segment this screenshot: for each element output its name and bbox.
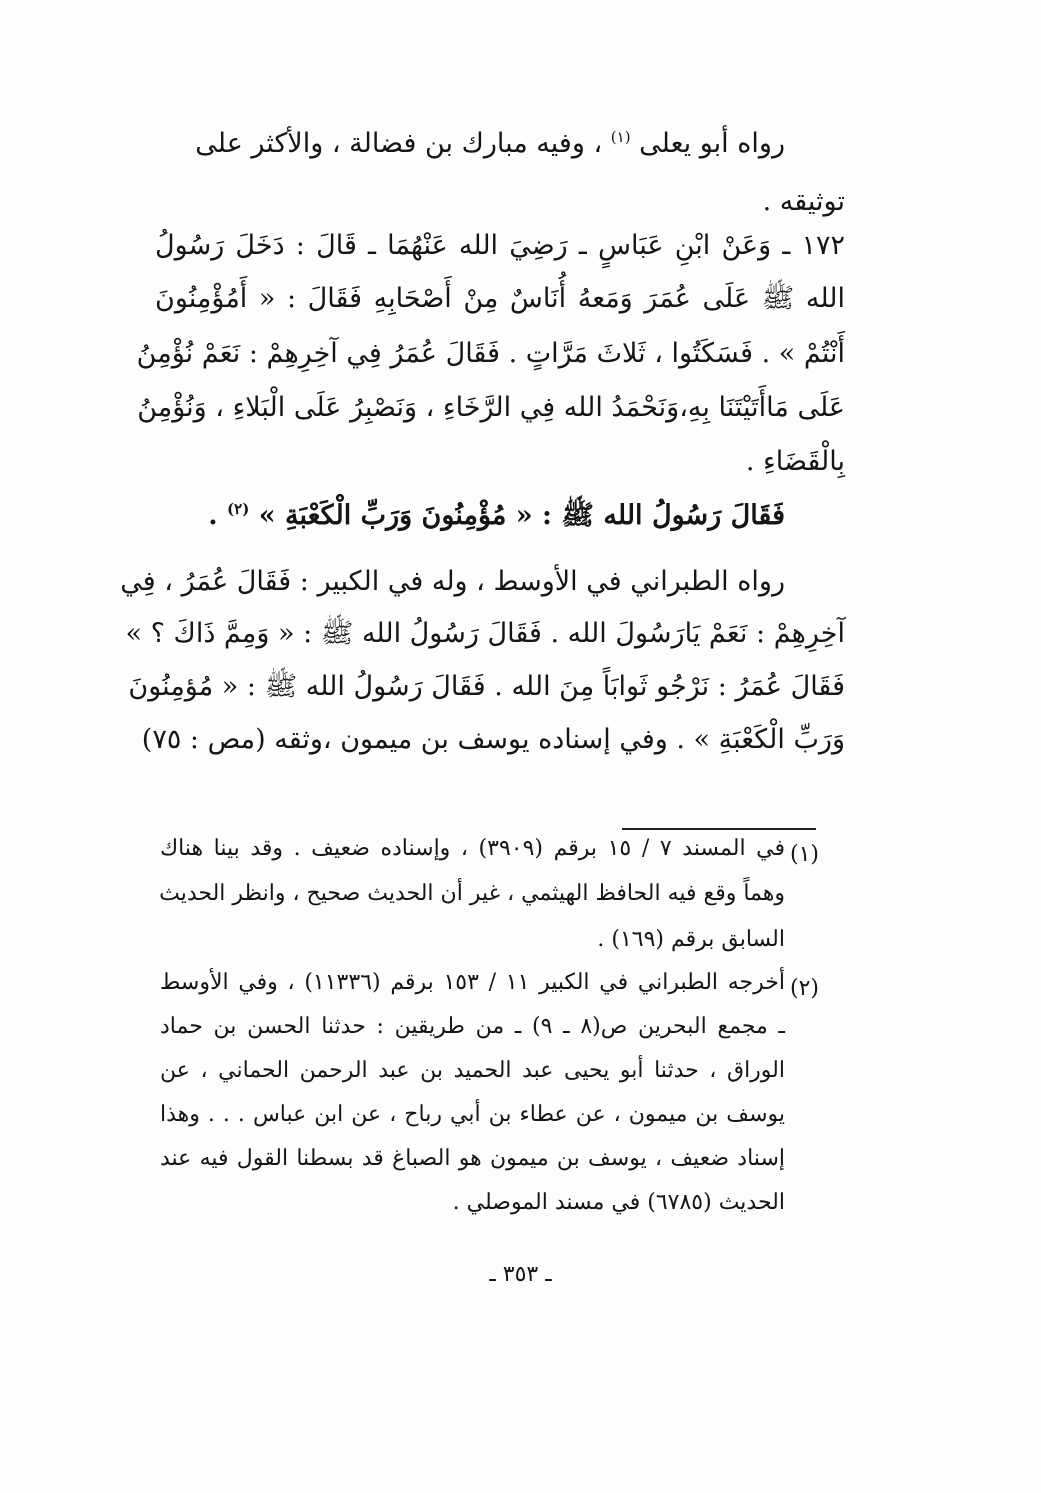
paragraph-1: [155, 130, 845, 220]
prophet-saying: [155, 502, 845, 542]
paragraph-2: [120, 566, 845, 768]
paragraph-1-line-2: توثيقه .: [762, 186, 845, 217]
footnote-1-line-1: في المسند ٧ / ١٥ برقم (٣٩٠٩) ، وإسناده ضعيف . وقد بينا هناك: [160, 836, 786, 861]
footnote-1-line-2: وهماً وقع فيه الحافظ الهيثمي ، غير أن الحديث صحيح ، وانظر الحديث: [159, 881, 785, 906]
footnote-2-line-1: أخرجه الطبراني في الكبير ١١ / ١٥٣ برقم (١١٣٣٦) ، وفي الأوسط: [160, 970, 785, 995]
hadith-line-5: بِالْقَضَاءِ .: [745, 446, 845, 477]
text-segment: ، وفيه مبارك بن فضالة ، والأكثر على: [195, 128, 603, 159]
page-number: ـ ٣٥٣ ـ: [489, 1262, 552, 1287]
hadith-line-4: عَلَى مَاأَتَيْتَنَا بِهِ،وَنَحْمَدُ الله فِي الرَّخَاءِ ، وَنَصْبِرُ عَلَى الْبَلاءِ ، وَنُؤْمِنُ: [137, 392, 845, 423]
footnote-2-line-6: الحديث (٦٧٨٥) في مسند الموصلي .: [452, 1190, 785, 1215]
saying-text: فَقَالَ رَسُولُ الله ﷺ : « مُؤْمِنُونَ وَرَبِّ الْكَعْبَةِ »: [258, 500, 785, 531]
footnote-2-line-3: الوراق ، حدثنا أبو يحيى عبد الحميد بن عبد الرحمن الحماني ، عن: [160, 1058, 785, 1083]
footnote-1: [160, 838, 785, 958]
footnote-2: [160, 972, 785, 1222]
hadith-line-2: الله ﷺ عَلَى عُمَرَ وَمَعهُ أُنَاسٌ مِنْ أَصْحَابِهِ فَقَالَ : « أَمُؤْمِنُونَ: [155, 283, 845, 314]
footnote-2-line-4: يوسف بن ميمون ، عن عطاء بن أبي رباح ، عن ابن عباس . . . وهذا: [160, 1102, 785, 1127]
paragraph-2-line-3: فَقَالَ عُمَرُ : نَرْجُو ثَوابَاً مِنَ الله . فَقَالَ رَسُولُ الله ﷺ : « مُؤمِنُونَ: [128, 671, 845, 702]
footnote-ref-1[interactable]: (١): [610, 128, 631, 146]
footnote-1-number: (١): [790, 842, 820, 867]
paragraph-1-line-1: [155, 130, 785, 157]
saying-line: [155, 502, 785, 529]
hadith-line-3: أَنْتُمْ » . فَسَكَتُوا ، ثَلاثَ مَرَّاتٍ . فَقَالَ عُمَرُ فِي آخِرِهِمْ : نَعَمْ نُؤْمِنُ: [136, 338, 845, 369]
footnote-separator: [622, 828, 816, 830]
text-segment: رواه أبو يعلى: [639, 128, 785, 159]
paragraph-2-line-2: آخِرِهِمْ : نَعَمْ يَارَسُولَ الله . فَقَالَ رَسُولُ الله ﷺ : « وَمِمَّ ذَاكَ ؟ »: [125, 618, 845, 649]
paragraph-2-line-1: رواه الطبراني في الأوسط ، وله في الكبير : فَقَالَ عُمَرُ ، فِي: [120, 566, 785, 597]
paragraph-2-line-4: وَرَبِّ الْكَعْبَةِ » . وفي إسناده يوسف بن ميمون ،وثقه (مص : ٧٥): [141, 724, 845, 755]
footnote-2-line-5: إسناد ضعيف ، يوسف بن ميمون هو الصباغ قد بسطنا القول فيه عند: [160, 1146, 785, 1171]
footnote-2-line-2: ـ مجمع البحرين ص(٨ ـ ٩) ـ من طريقين : حدثنا الحسن بن حماد: [160, 1014, 785, 1039]
hadith-text: [136, 230, 845, 482]
footnote-1-line-3: السابق برقم (١٦٩) .: [597, 927, 785, 952]
hadith-line-1: ١٧٢ ـ وَعَنْ ابْنِ عَبَاسٍ ـ رَضِيَ الله عَنْهُمَا ـ قَالَ : دَخَلَ رَسُولُ: [155, 230, 845, 261]
footnote-2-number: (٢): [790, 976, 820, 1001]
footnote-ref-2[interactable]: (٢): [227, 500, 250, 518]
saying-end: .: [208, 500, 218, 531]
